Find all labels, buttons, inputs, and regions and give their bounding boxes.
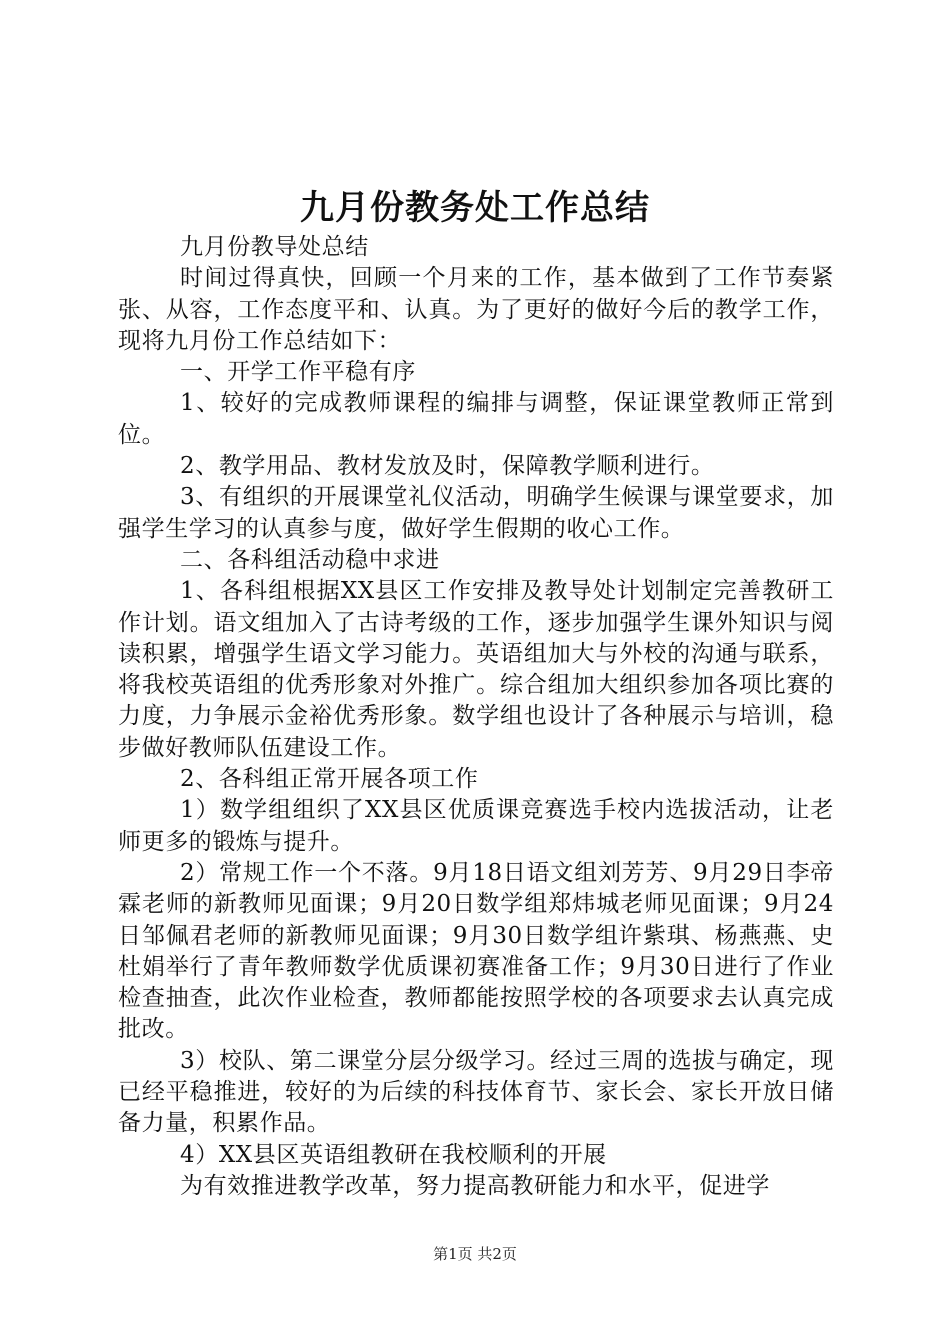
- paragraph: 3、有组织的开展课堂礼仪活动，明确学生候课与课堂要求，加强学生学习的认真参与度，做好学生假期的收心工作。: [118, 484, 834, 542]
- paragraph: 2、教学用品、教材发放及时，保障教学顺利进行。: [180, 453, 715, 480]
- section-heading-1: 一、开学工作平稳有序: [180, 359, 416, 386]
- paragraph: 2）常规工作一个不落。9月18日语文组刘芳芳、9月29日李帝霖老师的新教师见面课；9月20日数学组郑炜城老师见面课；9月24日邹佩君老师的新教师见面课；9月30日数学组许紫琪、杨燕燕、史杜娟举行了青年教师数学优质课初赛准备工作；9月30日进行了作业检查抽查，此次作业检查，教师都能按照学校的各项要求去认真完成批改。: [118, 859, 834, 1043]
- paragraph: 3）校队、第二课堂分层分级学习。经过三周的选拔与确定，现已经平稳推进，较好的为后续的科技体育节、家长会、家长开放日储备力量，积累作品。: [118, 1047, 834, 1137]
- paragraph: 1）数学组组织了XX县区优质课竞赛选手校内选拔活动，让老师更多的锻炼与提升。: [118, 797, 834, 855]
- paragraph: 为有效推进教学改革，努力提高教研能力和水平，促进学: [180, 1172, 770, 1199]
- paragraph-intro: 时间过得真快，回顾一个月来的工作，基本做到了工作节奏紧张、从容，工作态度平和、认真。为了更好的做好今后的教学工作，现将九月份工作总结如下：: [118, 265, 834, 354]
- document-body: [118, 232, 834, 1202]
- paragraph-subtitle: 九月份教导处总结: [180, 234, 369, 260]
- paragraph: 1、较好的完成教师课程的编排与调整，保证课堂教师正常到位。: [118, 390, 834, 448]
- page-number-footer: 第1页 共2页: [433, 1245, 517, 1263]
- paragraph: 1、各科组根据XX县区工作安排及教导处计划制定完善教研工作计划。语文组加入了古诗考级的工作，逐步加强学生课外知识与阅读积累，增强学生语文学习能力。英语组加大与外校的沟通与联系，将我校英语组的优秀形象对外推广。综合组加大组织参加各项比赛的力度，力争展示金裕优秀形象。数学组也设计了各种展示与培训，稳步做好教师队伍建设工作。: [118, 578, 834, 761]
- section-heading-2: 二、各科组活动稳中求进: [180, 546, 440, 573]
- paragraph: 2、各科组正常开展各项工作: [180, 766, 479, 793]
- document-title: 九月份教务处工作总结: [300, 188, 650, 228]
- paragraph: 4）XX县区英语组教研在我校顺利的开展: [180, 1141, 607, 1168]
